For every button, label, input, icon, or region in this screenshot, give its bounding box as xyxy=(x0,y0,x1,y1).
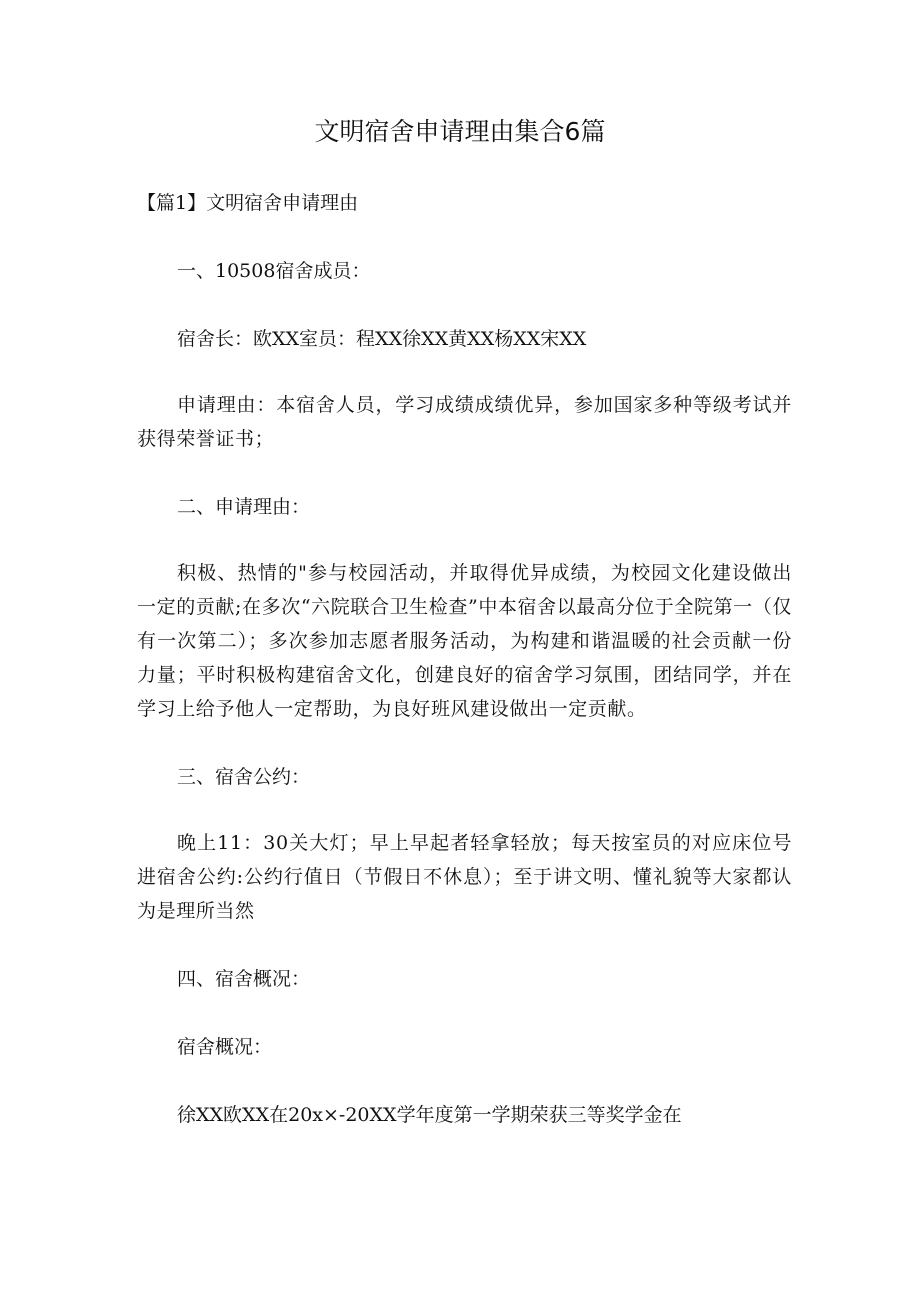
section-heading-article-1: 【篇1】文明宿舍申请理由 xyxy=(137,192,359,214)
overview-label: 宿舍概况： xyxy=(177,1036,273,1058)
overview-paragraph: 徐XX欧XX在20x×-20XX学年度第一学期荣获三等奖学金在 xyxy=(177,1104,682,1126)
section-heading-members: 一、10508宿舍成员： xyxy=(177,260,371,282)
reasons-paragraph: 积极、热情的"参与校园活动，并取得优异成绩，为校园文化建设做出一定的贡献;在多次“六院联合卫生检查”中本宿舍以最高分位于全院第一（仅有一次第二）；多次参加志愿者服务活动，为构建和谐温暖的社会贡献一份力量；平时积极构建宿舍文化，创建良好的宿舍学习氛围，团结同学，并在学习上给予他人一定帮助，为良好班风建设做出一定贡献。 xyxy=(137,562,792,720)
convention-paragraph: 晚上11：30关大灯；早上早起者轻拿轻放；每天按室员的对应床位号进宿舍公约:公约行值日（节假日不休息）；至于讲文明、懂礼貌等大家都认为是理所当然 xyxy=(137,832,792,922)
application-reason-paragraph: 申请理由：本宿舍人员，学习成绩成绩优异，参加国家多种等级考试并获得荣誉证书； xyxy=(137,394,792,450)
members-list: 宿舍长：欧XX室员：程XX徐XX黄XX杨XX宋XX xyxy=(177,328,587,350)
section-heading-convention: 三、宿舍公约： xyxy=(177,766,311,788)
section-heading-reasons: 二、申请理由： xyxy=(177,496,311,518)
section-heading-overview: 四、宿舍概况： xyxy=(177,968,311,990)
document-title: 文明宿舍申请理由集合6篇 xyxy=(314,117,606,146)
